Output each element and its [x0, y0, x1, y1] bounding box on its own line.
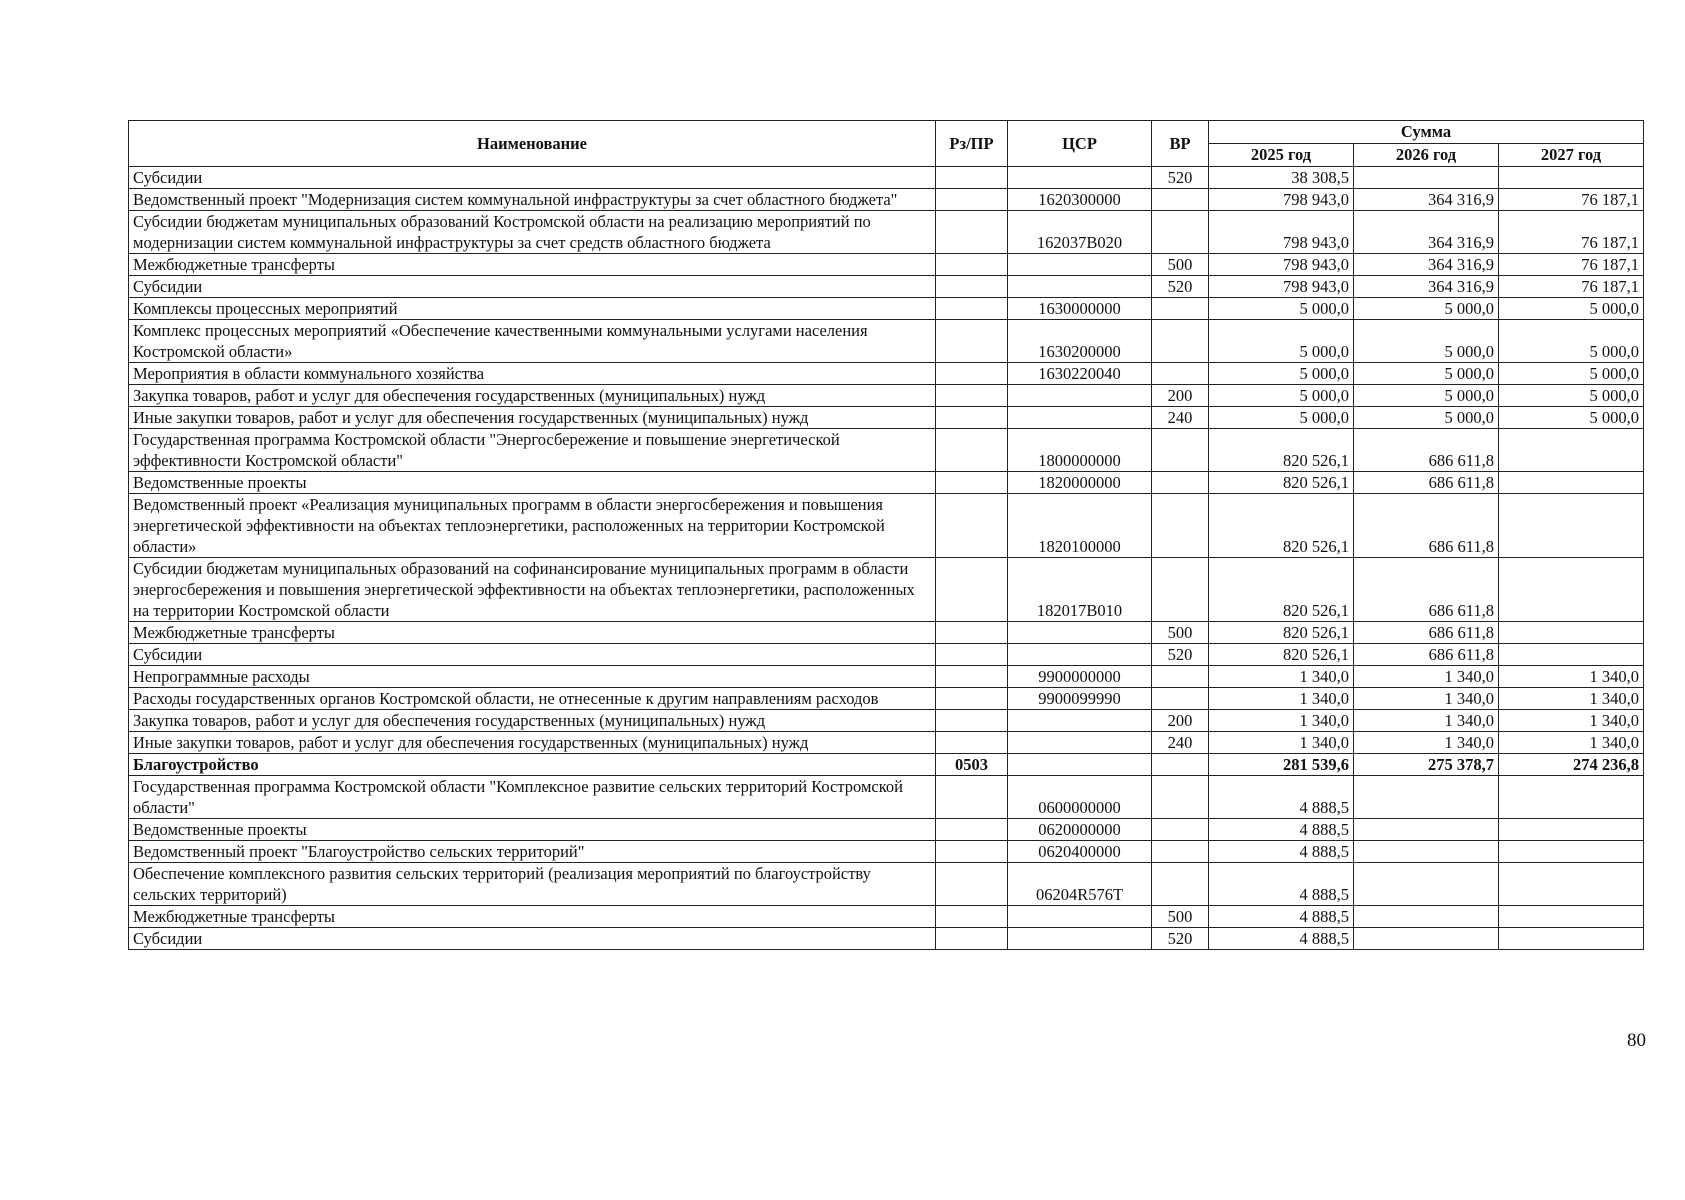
- cell-name: Мероприятия в области коммунального хозяйства: [129, 363, 936, 385]
- cell-sum-2026: 686 611,8: [1354, 622, 1499, 644]
- cell-name: Межбюджетные трансферты: [129, 622, 936, 644]
- cell-rz-pr: [936, 906, 1008, 928]
- table-row: [129, 429, 1644, 472]
- cell-csr: [1008, 385, 1152, 407]
- table-row: [129, 320, 1644, 363]
- cell-rz-pr: [936, 710, 1008, 732]
- cell-rz-pr: [936, 558, 1008, 622]
- cell-rz-pr: [936, 819, 1008, 841]
- cell-sum-2025: 1 340,0: [1209, 710, 1354, 732]
- cell-vr: 500: [1152, 622, 1209, 644]
- cell-sum-2025: 798 943,0: [1209, 254, 1354, 276]
- cell-sum-2026: 5 000,0: [1354, 363, 1499, 385]
- cell-sum-2027: [1499, 906, 1644, 928]
- cell-name: Ведомственный проект «Реализация муниципальных программ в области энергосбережения и повышения энергетической эффективности на объектах теплоэнергетики, расположенных на территории Костромской области»: [129, 494, 936, 558]
- cell-name: Иные закупки товаров, работ и услуг для обеспечения государственных (муниципальных) нужд: [129, 732, 936, 754]
- cell-vr: [1152, 688, 1209, 710]
- cell-vr: [1152, 494, 1209, 558]
- cell-sum-2026: [1354, 776, 1499, 819]
- cell-vr: [1152, 298, 1209, 320]
- cell-sum-2025: 1 340,0: [1209, 666, 1354, 688]
- cell-csr: 162037В020: [1008, 211, 1152, 254]
- cell-csr: 1630000000: [1008, 298, 1152, 320]
- header-rz-pr: Рз/ПР: [936, 121, 1008, 167]
- table-row: [129, 254, 1644, 276]
- cell-rz-pr: [936, 298, 1008, 320]
- cell-vr: [1152, 841, 1209, 863]
- table-row: [129, 688, 1644, 710]
- cell-vr: 240: [1152, 732, 1209, 754]
- cell-name: Субсидии бюджетам муниципальных образований Костромской области на реализацию мероприятий по модернизации систем коммунальной инфраструктуры за счет средств областного бюджета: [129, 211, 936, 254]
- cell-name: Ведомственные проекты: [129, 819, 936, 841]
- cell-sum-2026: 686 611,8: [1354, 472, 1499, 494]
- table-row: [129, 363, 1644, 385]
- cell-csr: [1008, 167, 1152, 189]
- cell-name: Закупка товаров, работ и услуг для обеспечения государственных (муниципальных) нужд: [129, 710, 936, 732]
- cell-csr: 0600000000: [1008, 776, 1152, 819]
- table-row: [129, 776, 1644, 819]
- cell-sum-2026: [1354, 167, 1499, 189]
- cell-csr: [1008, 754, 1152, 776]
- cell-sum-2027: [1499, 167, 1644, 189]
- table-row: [129, 494, 1644, 558]
- page-number: 80: [1627, 1030, 1646, 1051]
- cell-name: Субсидии: [129, 928, 936, 950]
- cell-vr: 500: [1152, 906, 1209, 928]
- cell-sum-2026: [1354, 841, 1499, 863]
- cell-sum-2025: 4 888,5: [1209, 906, 1354, 928]
- cell-rz-pr: [936, 622, 1008, 644]
- cell-sum-2025: 820 526,1: [1209, 644, 1354, 666]
- table-row: [129, 211, 1644, 254]
- cell-name: Межбюджетные трансферты: [129, 906, 936, 928]
- table-row: [129, 407, 1644, 429]
- cell-sum-2026: 275 378,7: [1354, 754, 1499, 776]
- cell-name: Непрограммные расходы: [129, 666, 936, 688]
- cell-sum-2025: 820 526,1: [1209, 558, 1354, 622]
- cell-vr: [1152, 754, 1209, 776]
- cell-rz-pr: [936, 863, 1008, 906]
- cell-csr: [1008, 928, 1152, 950]
- cell-vr: [1152, 189, 1209, 211]
- table-row: [129, 863, 1644, 906]
- cell-sum-2027: 1 340,0: [1499, 732, 1644, 754]
- cell-sum-2025: 281 539,6: [1209, 754, 1354, 776]
- cell-csr: 0620400000: [1008, 841, 1152, 863]
- cell-name: Субсидии бюджетам муниципальных образований на софинансирование муниципальных программ в области энергосбережения и повышения энергетической эффективности на объектах теплоэнергетики, расположенных на территории Костромской области: [129, 558, 936, 622]
- cell-sum-2025: 5 000,0: [1209, 407, 1354, 429]
- table-row: [129, 819, 1644, 841]
- cell-vr: [1152, 776, 1209, 819]
- cell-vr: [1152, 429, 1209, 472]
- cell-csr: 9900000000: [1008, 666, 1152, 688]
- header-year-2026: 2026 год: [1354, 144, 1499, 167]
- cell-rz-pr: [936, 494, 1008, 558]
- cell-sum-2027: [1499, 472, 1644, 494]
- cell-sum-2026: 364 316,9: [1354, 211, 1499, 254]
- header-year-2027: 2027 год: [1499, 144, 1644, 167]
- cell-sum-2027: 5 000,0: [1499, 385, 1644, 407]
- header-vr: ВР: [1152, 121, 1209, 167]
- cell-rz-pr: [936, 841, 1008, 863]
- cell-name: Благоустройство: [129, 754, 936, 776]
- cell-vr: [1152, 863, 1209, 906]
- cell-sum-2026: 364 316,9: [1354, 189, 1499, 211]
- cell-sum-2025: 5 000,0: [1209, 298, 1354, 320]
- cell-sum-2025: 820 526,1: [1209, 472, 1354, 494]
- table-row: [129, 666, 1644, 688]
- cell-vr: 520: [1152, 928, 1209, 950]
- cell-rz-pr: [936, 189, 1008, 211]
- cell-sum-2026: 1 340,0: [1354, 666, 1499, 688]
- cell-rz-pr: [936, 429, 1008, 472]
- table-row: [129, 710, 1644, 732]
- cell-csr: 1800000000: [1008, 429, 1152, 472]
- cell-name: Межбюджетные трансферты: [129, 254, 936, 276]
- cell-vr: [1152, 472, 1209, 494]
- cell-name: Ведомственный проект "Модернизация систем коммунальной инфраструктуры за счет областного бюджета": [129, 189, 936, 211]
- table-row: [129, 622, 1644, 644]
- cell-rz-pr: [936, 276, 1008, 298]
- cell-sum-2025: 1 340,0: [1209, 688, 1354, 710]
- cell-rz-pr: [936, 666, 1008, 688]
- cell-sum-2026: 5 000,0: [1354, 407, 1499, 429]
- cell-sum-2025: 4 888,5: [1209, 841, 1354, 863]
- cell-sum-2025: 4 888,5: [1209, 819, 1354, 841]
- cell-rz-pr: [936, 407, 1008, 429]
- cell-name: Иные закупки товаров, работ и услуг для обеспечения государственных (муниципальных) нужд: [129, 407, 936, 429]
- cell-sum-2026: 5 000,0: [1354, 320, 1499, 363]
- cell-rz-pr: [936, 211, 1008, 254]
- cell-sum-2027: [1499, 928, 1644, 950]
- cell-name: Комплекс процессных мероприятий «Обеспечение качественными коммунальными услугами населения Костромской области»: [129, 320, 936, 363]
- cell-rz-pr: [936, 385, 1008, 407]
- cell-name: Субсидии: [129, 276, 936, 298]
- cell-sum-2025: 798 943,0: [1209, 211, 1354, 254]
- cell-sum-2027: 76 187,1: [1499, 276, 1644, 298]
- cell-csr: 06204R576T: [1008, 863, 1152, 906]
- cell-rz-pr: [936, 254, 1008, 276]
- table-row: [129, 558, 1644, 622]
- cell-name: Закупка товаров, работ и услуг для обеспечения государственных (муниципальных) нужд: [129, 385, 936, 407]
- cell-sum-2027: 1 340,0: [1499, 666, 1644, 688]
- cell-csr: [1008, 644, 1152, 666]
- table-row: [129, 167, 1644, 189]
- cell-sum-2027: 76 187,1: [1499, 211, 1644, 254]
- cell-csr: 1630220040: [1008, 363, 1152, 385]
- cell-sum-2025: 5 000,0: [1209, 363, 1354, 385]
- cell-rz-pr: [936, 732, 1008, 754]
- cell-sum-2027: 274 236,8: [1499, 754, 1644, 776]
- cell-sum-2026: 5 000,0: [1354, 385, 1499, 407]
- cell-sum-2026: 1 340,0: [1354, 710, 1499, 732]
- cell-name: Обеспечение комплексного развития сельских территорий (реализация мероприятий по благоустройству сельских территорий): [129, 863, 936, 906]
- cell-csr: [1008, 906, 1152, 928]
- header-name: Наименование: [129, 121, 936, 167]
- cell-sum-2025: 798 943,0: [1209, 276, 1354, 298]
- table-row: [129, 644, 1644, 666]
- cell-sum-2027: 76 187,1: [1499, 254, 1644, 276]
- cell-rz-pr: [936, 644, 1008, 666]
- budget-table: [128, 120, 1644, 950]
- cell-sum-2025: 4 888,5: [1209, 863, 1354, 906]
- cell-sum-2026: 1 340,0: [1354, 732, 1499, 754]
- table-row: [129, 276, 1644, 298]
- cell-sum-2025: 820 526,1: [1209, 494, 1354, 558]
- cell-sum-2025: 4 888,5: [1209, 776, 1354, 819]
- table-row: [129, 754, 1644, 776]
- cell-sum-2027: [1499, 494, 1644, 558]
- header-sum: Сумма: [1209, 121, 1644, 144]
- cell-vr: [1152, 558, 1209, 622]
- cell-sum-2027: [1499, 841, 1644, 863]
- cell-csr: 182017В010: [1008, 558, 1152, 622]
- table-row: [129, 385, 1644, 407]
- cell-sum-2025: 5 000,0: [1209, 320, 1354, 363]
- cell-vr: 520: [1152, 276, 1209, 298]
- cell-name: Ведомственные проекты: [129, 472, 936, 494]
- header-year-2025: 2025 год: [1209, 144, 1354, 167]
- cell-vr: 200: [1152, 385, 1209, 407]
- cell-vr: [1152, 819, 1209, 841]
- cell-csr: [1008, 732, 1152, 754]
- cell-name: Субсидии: [129, 644, 936, 666]
- cell-sum-2027: 5 000,0: [1499, 407, 1644, 429]
- table-row: [129, 928, 1644, 950]
- cell-sum-2026: 686 611,8: [1354, 644, 1499, 666]
- cell-sum-2027: [1499, 558, 1644, 622]
- cell-csr: 0620000000: [1008, 819, 1152, 841]
- cell-name: Расходы государственных органов Костромской области, не отнесенные к другим направлениям расходов: [129, 688, 936, 710]
- cell-sum-2027: 5 000,0: [1499, 320, 1644, 363]
- cell-vr: 240: [1152, 407, 1209, 429]
- cell-sum-2027: 5 000,0: [1499, 298, 1644, 320]
- cell-sum-2027: [1499, 863, 1644, 906]
- cell-sum-2027: [1499, 776, 1644, 819]
- cell-sum-2026: [1354, 819, 1499, 841]
- cell-csr: [1008, 407, 1152, 429]
- cell-rz-pr: [936, 320, 1008, 363]
- cell-sum-2027: 76 187,1: [1499, 189, 1644, 211]
- cell-sum-2025: 4 888,5: [1209, 928, 1354, 950]
- cell-csr: 9900099990: [1008, 688, 1152, 710]
- cell-name: Государственная программа Костромской области "Комплексное развитие сельских территорий Костромской области": [129, 776, 936, 819]
- cell-sum-2026: [1354, 863, 1499, 906]
- table-row: [129, 189, 1644, 211]
- cell-name: Государственная программа Костромской области "Энергосбережение и повышение энергетической эффективности Костромской области": [129, 429, 936, 472]
- table-row: [129, 732, 1644, 754]
- cell-rz-pr: [936, 928, 1008, 950]
- table-row: [129, 298, 1644, 320]
- cell-rz-pr: [936, 776, 1008, 819]
- cell-name: Комплексы процессных мероприятий: [129, 298, 936, 320]
- cell-csr: 1620300000: [1008, 189, 1152, 211]
- cell-sum-2026: 686 611,8: [1354, 429, 1499, 472]
- cell-sum-2027: 5 000,0: [1499, 363, 1644, 385]
- cell-vr: [1152, 320, 1209, 363]
- cell-sum-2026: 5 000,0: [1354, 298, 1499, 320]
- cell-sum-2026: 1 340,0: [1354, 688, 1499, 710]
- cell-sum-2025: 798 943,0: [1209, 189, 1354, 211]
- table-row: [129, 472, 1644, 494]
- cell-csr: 1820000000: [1008, 472, 1152, 494]
- cell-sum-2025: 820 526,1: [1209, 622, 1354, 644]
- cell-rz-pr: 0503: [936, 754, 1008, 776]
- cell-rz-pr: [936, 472, 1008, 494]
- cell-sum-2027: 1 340,0: [1499, 688, 1644, 710]
- table-row: [129, 841, 1644, 863]
- cell-sum-2026: 364 316,9: [1354, 276, 1499, 298]
- cell-name: Ведомственный проект "Благоустройство сельских территорий": [129, 841, 936, 863]
- cell-csr: 1630200000: [1008, 320, 1152, 363]
- cell-vr: [1152, 666, 1209, 688]
- cell-rz-pr: [936, 167, 1008, 189]
- cell-sum-2025: 38 308,5: [1209, 167, 1354, 189]
- header-csr: ЦСР: [1008, 121, 1152, 167]
- cell-csr: [1008, 254, 1152, 276]
- cell-vr: 520: [1152, 167, 1209, 189]
- cell-sum-2026: 686 611,8: [1354, 494, 1499, 558]
- cell-sum-2025: 5 000,0: [1209, 385, 1354, 407]
- cell-name: Субсидии: [129, 167, 936, 189]
- cell-csr: [1008, 710, 1152, 732]
- cell-sum-2025: 820 526,1: [1209, 429, 1354, 472]
- cell-rz-pr: [936, 688, 1008, 710]
- cell-vr: 500: [1152, 254, 1209, 276]
- cell-sum-2026: [1354, 928, 1499, 950]
- table-row: [129, 906, 1644, 928]
- cell-csr: [1008, 276, 1152, 298]
- cell-vr: 520: [1152, 644, 1209, 666]
- cell-sum-2026: [1354, 906, 1499, 928]
- cell-vr: 200: [1152, 710, 1209, 732]
- cell-csr: 1820100000: [1008, 494, 1152, 558]
- cell-rz-pr: [936, 363, 1008, 385]
- cell-sum-2027: [1499, 429, 1644, 472]
- cell-sum-2027: 1 340,0: [1499, 710, 1644, 732]
- cell-sum-2026: 686 611,8: [1354, 558, 1499, 622]
- cell-vr: [1152, 211, 1209, 254]
- cell-sum-2026: 364 316,9: [1354, 254, 1499, 276]
- cell-sum-2025: 1 340,0: [1209, 732, 1354, 754]
- cell-sum-2027: [1499, 644, 1644, 666]
- cell-csr: [1008, 622, 1152, 644]
- cell-sum-2027: [1499, 819, 1644, 841]
- cell-sum-2027: [1499, 622, 1644, 644]
- cell-vr: [1152, 363, 1209, 385]
- table-body: [129, 167, 1644, 950]
